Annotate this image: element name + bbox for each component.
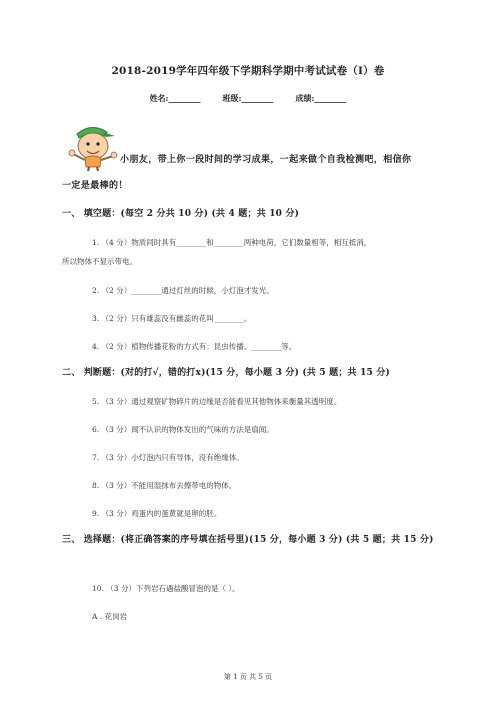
- intro-line-1: 小朋友，带上你一段时间的学习成果，一起来做个自我检测吧，相信你: [120, 155, 412, 165]
- question-3: 3. （2 分）只有雄蕊没有雌蕊的花叫________。: [92, 314, 252, 323]
- student-info-row: [0, 93, 496, 104]
- section-heading-fill-in: 一、 填空题：(每空 2 分共 10 分) (共 4 题；共 10 分): [62, 209, 300, 219]
- intro-line-2: 一定是最棒的！: [62, 181, 128, 191]
- question-2: 2. （2 分）________通过灯丝的时候，小灯泡才发光。: [92, 286, 274, 295]
- question-4: 4. （2 分）植物传播花粉的方式有：昆虫传播、________等。: [92, 342, 297, 351]
- option-a: A . 花岗岩: [92, 612, 128, 621]
- exam-title: 2018-2019学年四年级下学期科学期中考试试卷（I）卷: [111, 65, 385, 77]
- question-8: 8. （3 分）不能用湿抹布去擦带电的物体。: [92, 481, 237, 490]
- name-field: 姓名:________: [149, 93, 201, 103]
- class-field: 班级:________: [222, 93, 274, 103]
- question-6: 6. （3 分）闻不认识的物体发出的气味的方法是扇闻。: [92, 425, 274, 434]
- question-1: 1. （4 分）物质同时具有________和________两种电荷，它们数量相等，相互抵消，: [92, 238, 372, 247]
- score-field: 成绩:________: [295, 93, 347, 103]
- page-footer: 第 1 页 共 5 页: [223, 673, 273, 681]
- question-1-continued: 所以物体不显示带电。: [62, 257, 137, 266]
- section-heading-true-false: 二、 判断题：(对的打√，错的打x)(15 分，每小题 3 分) (共 5 题；共 15 分): [62, 368, 391, 378]
- section-heading-multiple-choice: 三、 选择题：(将正确答案的序号填在括号里)(15 分，每小题 3 分) (共 5 题；共 15 分): [62, 535, 434, 545]
- question-7: 7. （3 分）小灯泡内只有导体，没有绝缘体。: [92, 453, 244, 462]
- question-10: 10. （3 分）下列岩石遇盐酸冒泡的是（ ）。: [92, 584, 240, 593]
- question-9: 9. （3 分）鸡蛋内的蛋黄就是卵的胚。: [92, 509, 222, 518]
- cartoon-student-mascot: [63, 120, 123, 172]
- question-5: 5. （3 分）通过观察矿物碎片的边缘是否能看见其他物体来衡量其透明度。: [92, 397, 342, 406]
